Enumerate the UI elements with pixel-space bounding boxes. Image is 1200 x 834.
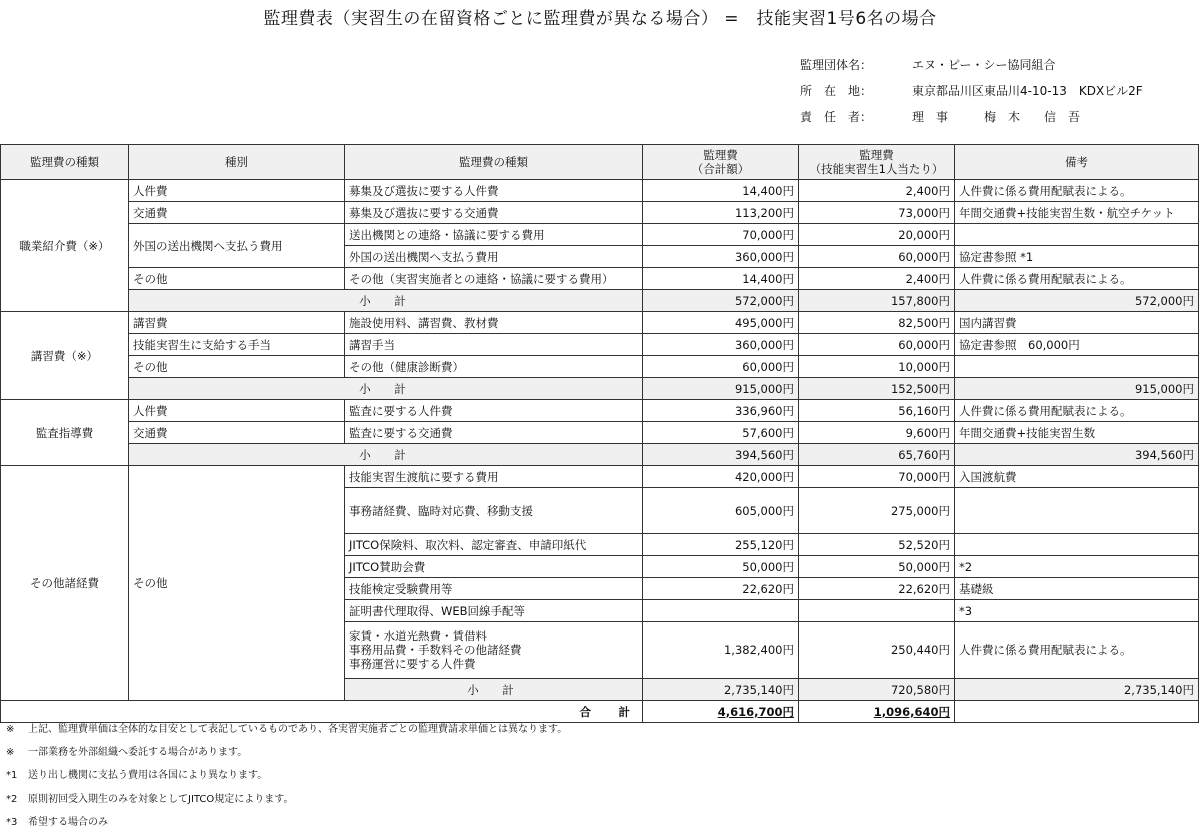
fee-note: 人件費に係る費用配賦表による。 — [955, 400, 1199, 422]
fee-item: 監査に要する人件費 — [345, 400, 643, 422]
fee-item: 技能検定受験費用等 — [345, 578, 643, 600]
fee-per-trainee: 2,400円 — [799, 268, 955, 290]
column-header: 監理費の種類 — [345, 145, 643, 180]
footnote — [6, 764, 567, 787]
fee-per-trainee: 60,000円 — [799, 334, 955, 356]
footnote — [6, 811, 567, 834]
table-body — [1, 180, 1199, 723]
fee-per-trainee: 20,000円 — [799, 224, 955, 246]
table-row — [1, 268, 1199, 290]
total-note — [955, 701, 1199, 723]
column-header: 種別 — [129, 145, 345, 180]
fee-total-amount: 605,000円 — [643, 488, 799, 534]
fee-per-trainee: 250,440円 — [799, 622, 955, 679]
column-header: 監理費 （技能実習生1人当たり） — [799, 145, 955, 180]
subtotal-per-trainee: 720,580円 — [799, 679, 955, 701]
subtotal-total-amount: 572,000円 — [643, 290, 799, 312]
fee-item: JITCO賛助会費 — [345, 556, 643, 578]
fee-per-trainee: 73,000円 — [799, 202, 955, 224]
subtotal-row — [1, 378, 1199, 400]
org-address-row — [800, 78, 1143, 104]
fee-note — [955, 224, 1199, 246]
footnote — [6, 788, 567, 811]
table-row — [1, 466, 1199, 488]
fee-item: 家賃・水道光熱費・賃借料 事務用品費・手数料その他諸経費 事務運営に要する人件費 — [345, 622, 643, 679]
fee-kind: 交通費 — [129, 202, 345, 224]
fee-total-amount: 57,600円 — [643, 422, 799, 444]
footnote — [6, 741, 567, 764]
org-name-row — [800, 52, 1143, 78]
fee-item: 監査に要する交通費 — [345, 422, 643, 444]
footnotes — [6, 718, 567, 834]
footnote-text: 一部業務を外部組織へ委託する場合があります。 — [28, 747, 248, 759]
column-header: 備考 — [955, 145, 1199, 180]
footnote-mark: ※ — [6, 724, 15, 735]
org-name-label: 監理団体名： — [800, 58, 873, 72]
fee-note: 国内講習費 — [955, 312, 1199, 334]
fee-total-amount: 14,400円 — [643, 268, 799, 290]
fee-note: 年間交通費+技能実習生数 — [955, 422, 1199, 444]
table-row — [1, 224, 1199, 246]
fee-item: 講習手当 — [345, 334, 643, 356]
fee-total-amount: 255,120円 — [643, 534, 799, 556]
organization-info — [800, 52, 1143, 130]
footnote-text: 上記、監理費単価は全体的な目安として表記しているものであり、各実習実施者ごとの監理費請求単価とは異なります。 — [28, 724, 568, 735]
subtotal-label: 小 計 — [129, 378, 643, 400]
total-per-trainee: 1,096,640円 — [799, 701, 955, 723]
fee-item: 技能実習生渡航に要する費用 — [345, 466, 643, 488]
subtotal-note: 394,560円 — [955, 444, 1199, 466]
fee-kind: その他 — [129, 268, 345, 290]
fee-per-trainee — [799, 600, 955, 622]
table-row — [1, 356, 1199, 378]
fee-note: 人件費に係る費用配賦表による。 — [955, 268, 1199, 290]
fee-total-amount: 50,000円 — [643, 556, 799, 578]
footnote — [6, 718, 567, 741]
fee-item: 事務諸経費、臨時対応費、移動支援 — [345, 488, 643, 534]
fee-total-amount: 113,200円 — [643, 202, 799, 224]
fee-per-trainee: 2,400円 — [799, 180, 955, 202]
fee-per-trainee: 275,000円 — [799, 488, 955, 534]
fee-kind: 技能実習生に支給する手当 — [129, 334, 345, 356]
subtotal-per-trainee: 152,500円 — [799, 378, 955, 400]
fee-total-amount: 360,000円 — [643, 334, 799, 356]
table-row — [1, 334, 1199, 356]
org-manager-row — [800, 104, 1143, 130]
subtotal-label: 小 計 — [345, 679, 643, 701]
fee-per-trainee: 9,600円 — [799, 422, 955, 444]
table-row — [1, 202, 1199, 224]
subtotal-total-amount: 2,735,140円 — [643, 679, 799, 701]
fee-note — [955, 356, 1199, 378]
fee-item: 証明書代理取得、WEB回線手配等 — [345, 600, 643, 622]
table-header-row — [1, 145, 1199, 180]
fee-total-amount: 60,000円 — [643, 356, 799, 378]
fee-kind: 人件費 — [129, 400, 345, 422]
page-title: 監理費表（実習生の在留資格ごとに監理費が異なる場合） = 技能実習1号6名の場合 — [263, 9, 937, 29]
fee-kind: 講習費 — [129, 312, 345, 334]
subtotal-total-amount: 915,000円 — [643, 378, 799, 400]
subtotal-per-trainee: 65,760円 — [799, 444, 955, 466]
footnote-mark: *2 — [6, 793, 18, 805]
fee-per-trainee: 10,000円 — [799, 356, 955, 378]
fee-category: その他諸経費 — [1, 466, 129, 701]
fee-per-trainee: 52,520円 — [799, 534, 955, 556]
fee-note: 人件費に係る費用配賦表による。 — [955, 180, 1199, 202]
subtotal-note: 2,735,140円 — [955, 679, 1199, 701]
fee-per-trainee: 50,000円 — [799, 556, 955, 578]
org-name-value: エヌ・ピー・シー協同組合 — [912, 58, 1056, 72]
table-row — [1, 422, 1199, 444]
org-address-value: 東京都品川区東品川4-10-13 KDXビル2F — [912, 84, 1143, 98]
fee-kind: その他 — [129, 466, 345, 701]
subtotal-label: 小 計 — [129, 444, 643, 466]
org-manager-value: 理 事 梅 木 信 吾 — [912, 110, 1081, 124]
fee-note — [955, 488, 1199, 534]
fee-total-amount: 336,960円 — [643, 400, 799, 422]
fee-item: 外国の送出機関へ支払う費用 — [345, 246, 643, 268]
total-amount: 4,616,700円 — [643, 701, 799, 723]
footnote-text: 希望する場合のみ — [28, 816, 108, 828]
fee-note: 入国渡航費 — [955, 466, 1199, 488]
fee-total-amount: 360,000円 — [643, 246, 799, 268]
fee-kind: 人件費 — [129, 180, 345, 202]
fee-per-trainee: 82,500円 — [799, 312, 955, 334]
fee-category: 職業紹介費（※） — [1, 180, 129, 312]
fee-note: 協定書参照 *1 — [955, 246, 1199, 268]
fee-note: 年間交通費+技能実習生数・航空チケット — [955, 202, 1199, 224]
fee-note — [955, 534, 1199, 556]
fee-note: 人件費に係る費用配賦表による。 — [955, 622, 1199, 679]
fee-item: 募集及び選抜に要する人件費 — [345, 180, 643, 202]
fee-item: 施設使用料、講習費、教材費 — [345, 312, 643, 334]
fee-category: 講習費（※） — [1, 312, 129, 400]
fee-total-amount: 14,400円 — [643, 180, 799, 202]
subtotal-row — [1, 290, 1199, 312]
fee-item: 送出機関との連絡・協議に要する費用 — [345, 224, 643, 246]
fee-kind: 外国の送出機関へ支払う費用 — [129, 224, 345, 268]
subtotal-per-trainee: 157,800円 — [799, 290, 955, 312]
footnote-mark: *3 — [6, 816, 18, 828]
total-label: 合 計 — [1, 701, 643, 723]
fee-category: 監査指導費 — [1, 400, 129, 466]
subtotal-row — [1, 444, 1199, 466]
subtotal-note: 572,000円 — [955, 290, 1199, 312]
org-address-label: 所 在 地： — [800, 84, 873, 98]
footnote-mark: ※ — [6, 747, 15, 759]
fee-item: その他（健康診断費） — [345, 356, 643, 378]
fee-item: JITCO保険料、取次料、認定審査、申請印紙代 — [345, 534, 643, 556]
fee-per-trainee: 56,160円 — [799, 400, 955, 422]
footnote-mark: *1 — [6, 770, 18, 782]
fee-note: *2 — [955, 556, 1199, 578]
footnote-text: 原則初回受入期生のみを対象としてJITCO規定によります。 — [28, 793, 294, 805]
footnote-text: 送り出し機関に支払う費用は各国により異なります。 — [28, 770, 268, 782]
fee-item: 募集及び選抜に要する交通費 — [345, 202, 643, 224]
subtotal-total-amount: 394,560円 — [643, 444, 799, 466]
fee-note: 基礎級 — [955, 578, 1199, 600]
fee-note: 協定書参照 60,000円 — [955, 334, 1199, 356]
table-row — [1, 180, 1199, 202]
table-row — [1, 400, 1199, 422]
column-header: 監理費の種類 — [1, 145, 129, 180]
fee-kind: その他 — [129, 356, 345, 378]
column-header: 監理費 （合計額） — [643, 145, 799, 180]
table-row — [1, 312, 1199, 334]
fee-total-amount: 70,000円 — [643, 224, 799, 246]
fee-per-trainee: 60,000円 — [799, 246, 955, 268]
fee-kind: 交通費 — [129, 422, 345, 444]
fee-table — [0, 144, 1199, 723]
fee-total-amount: 22,620円 — [643, 578, 799, 600]
fee-per-trainee: 70,000円 — [799, 466, 955, 488]
fee-total-amount: 420,000円 — [643, 466, 799, 488]
subtotal-note: 915,000円 — [955, 378, 1199, 400]
org-manager-label: 責 任 者： — [800, 110, 873, 124]
fee-total-amount: 495,000円 — [643, 312, 799, 334]
fee-item: その他（実習実施者との連絡・協議に要する費用） — [345, 268, 643, 290]
subtotal-label: 小 計 — [129, 290, 643, 312]
fee-total-amount: 1,382,400円 — [643, 622, 799, 679]
fee-total-amount — [643, 600, 799, 622]
fee-note: *3 — [955, 600, 1199, 622]
fee-per-trainee: 22,620円 — [799, 578, 955, 600]
